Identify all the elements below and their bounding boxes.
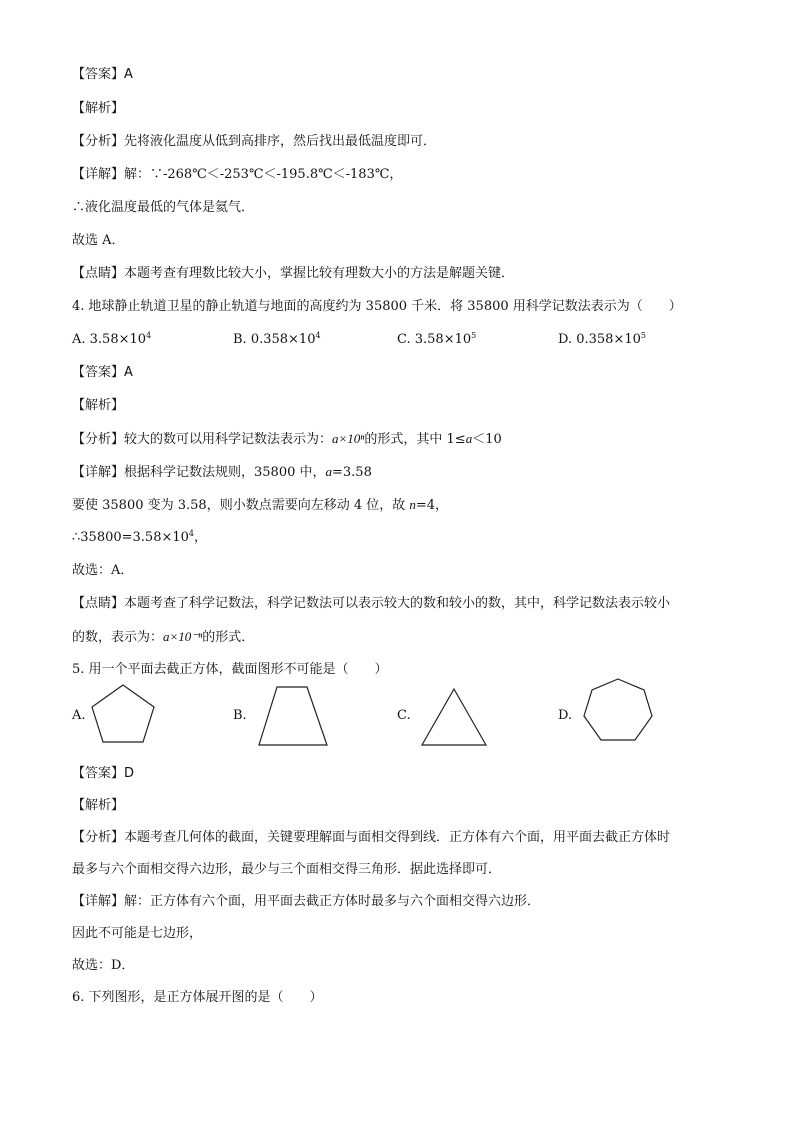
q6-question: 6. 下列图形，是正方体展开图的是（ ）	[72, 990, 323, 1005]
q5-question: 5. 用一个平面去截正方体，截面图形不可能是（ ）	[72, 662, 388, 677]
q5-fenxi-line2: 最多与六个面相交得六边形，最少与三个面相交得三角形．据此选择即可．	[72, 862, 502, 877]
q4-xiangjie: 【详解】根据科学记数法规则，35800 中，a=3.58	[72, 464, 372, 480]
q4-choose: 故选：A．	[72, 563, 134, 578]
triangle-icon	[418, 686, 490, 748]
q4-dianjing-line2: 的数，表示为：a×10⁻ⁿ的形式．	[72, 629, 255, 645]
q5-therefore: 因此不可能是七边形，	[72, 926, 203, 941]
q4-option-d: D. $0.358\times 10^5$	[558, 331, 646, 347]
q4-option-a: A. $3.58\times 10^4$	[72, 331, 152, 347]
q4-fenxi: 【分析】较大的数可以用科学记数法表示为：a×10ⁿ的形式，其中 1≤a＜10	[72, 431, 502, 447]
q4-move: 要使 35800 变为 3.58，则小数点需要向左移动 4 位，故 n=4，	[72, 497, 449, 513]
trapezoid-icon	[255, 684, 331, 748]
q4-fenxi-formula: a×10ⁿ	[332, 431, 365, 446]
q5-option-d-label: D.	[558, 708, 573, 723]
q3-conclusion: ∴液化温度最低的气体是氦气．	[72, 200, 255, 215]
q3-analysis-heading: 【解析】	[72, 101, 125, 116]
q4-option-b: B. $0.358\times 10^4$	[233, 331, 321, 347]
q3-fenxi: 【分析】先将液化温度从低到高排序，然后找出最低温度即可．	[72, 134, 437, 149]
q4-analysis-heading: 【解析】	[72, 398, 125, 413]
q5-option-a-label: A.	[72, 708, 86, 723]
q5-choose: 故选：D．	[72, 958, 135, 973]
q3-dianjing: 【点睛】本题考查有理数比较大小，掌握比较有理数大小的方法是解题关键．	[72, 266, 515, 281]
q3-choose: 故选 A．	[72, 233, 125, 248]
q4-result: $\therefore 35800=3.58\times 10^4$，	[72, 529, 208, 545]
q5-answer: 【答案】D	[72, 766, 135, 781]
q5-option-b-label: B.	[233, 708, 247, 723]
heptagon-icon	[578, 676, 658, 748]
q5-analysis-heading: 【解析】	[72, 798, 125, 813]
pentagon-icon	[88, 683, 158, 747]
q5-xiangjie: 【详解】解：正方体有六个面，用平面去截正方体时最多与六个面相交得六边形．	[72, 894, 541, 909]
q5-option-c-label: C.	[397, 708, 411, 723]
q3-answer: 【答案】A	[72, 67, 133, 82]
q4-answer: 【答案】A	[72, 365, 133, 380]
q4-option-c: C. $3.58\times 10^5$	[397, 331, 477, 347]
q5-fenxi-line1: 【分析】本题考查几何体的截面，关键要理解面与面相交得到线．正方体有六个面，用平面去截正方体时	[72, 830, 671, 845]
q4-dianjing-line1: 【点睛】本题考查了科学记数法，科学记数法可以表示较大的数和较小的数，其中，科学记数法表示较小	[72, 596, 671, 611]
q4-dianjing-formula: a×10⁻ⁿ	[163, 629, 203, 644]
q3-xiangjie: 【详解】解：∵-268℃＜-253℃＜-195.8℃＜-183℃，	[72, 167, 403, 182]
q4-question: 4. 地球静止轨道卫星的静止轨道与地面的高度约为 35800 千米．将 35800 用科学记数法表示为（ ）	[72, 299, 682, 314]
